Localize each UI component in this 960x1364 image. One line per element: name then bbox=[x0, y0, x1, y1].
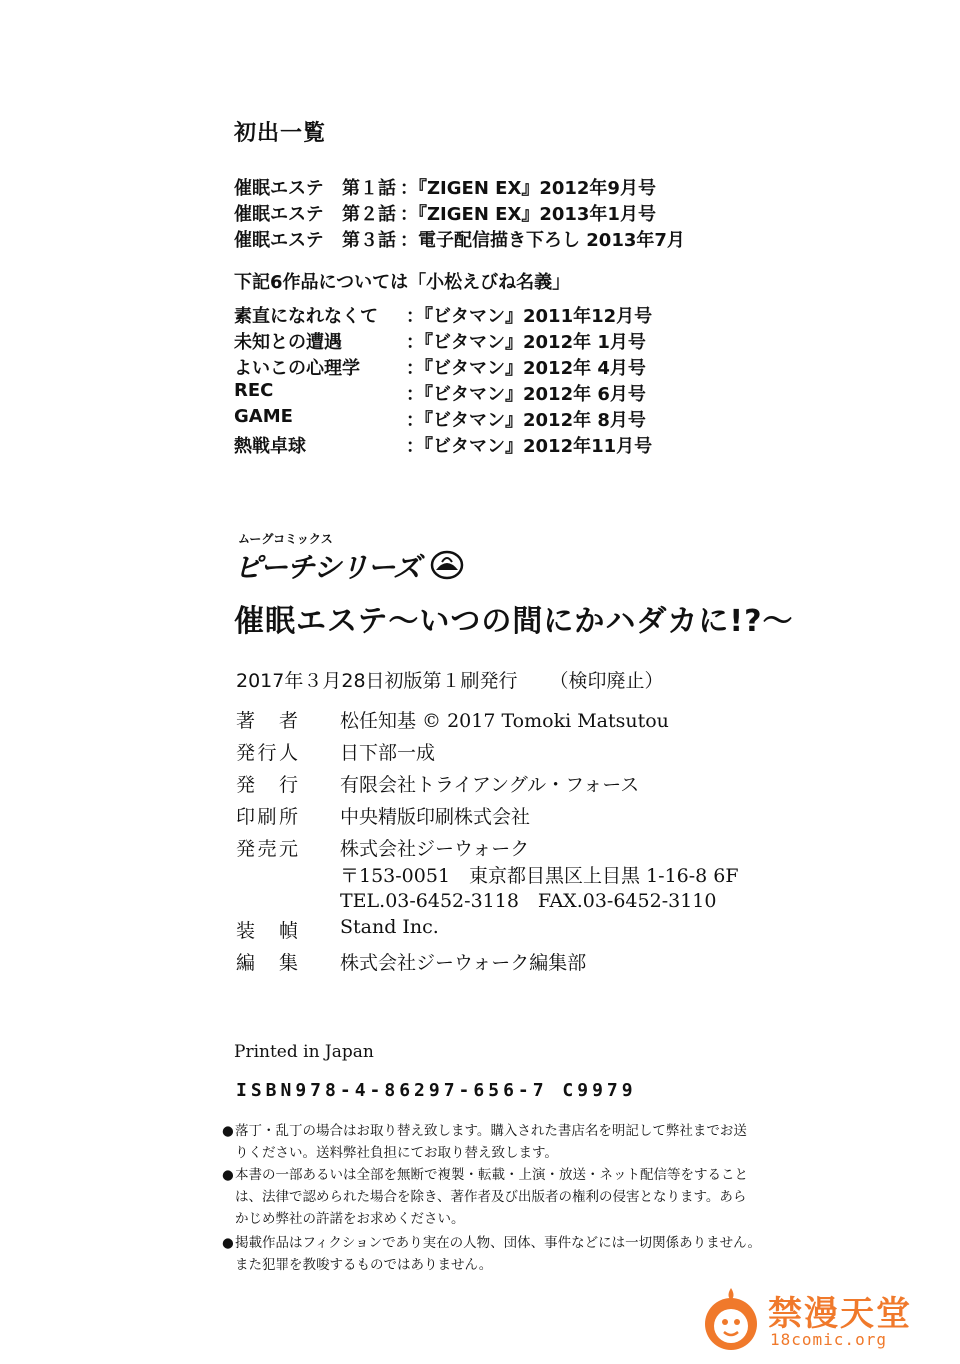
credit-key: 印刷所 bbox=[236, 806, 298, 828]
notice-line: は、法律で認められた場合を除き、著作者及び出版者の権利の侵害となります。あら bbox=[235, 1189, 747, 1205]
seal-abolished-note: （検印廃止） bbox=[549, 670, 664, 692]
notice-line: りください。送料弊社負担にてお取り替え致します。 bbox=[235, 1145, 558, 1161]
work-source: ：『ビタマン』2011年12月号 bbox=[406, 306, 653, 327]
notice-bullet: ● bbox=[222, 1123, 234, 1139]
work-row bbox=[234, 432, 734, 456]
credit-value: 松任知基 © 2017 Tomoki Matsutou bbox=[340, 710, 669, 732]
work-title: 未知との遭遇 bbox=[234, 332, 342, 353]
work-row bbox=[234, 380, 734, 404]
credit-key: 発行 bbox=[236, 774, 298, 796]
notice-line: 掲載作品はフィクションであり実在の人物、団体、事件などには一切関係ありません。 bbox=[235, 1235, 761, 1251]
episode-chapter: 第３話 bbox=[342, 230, 396, 251]
credit-row bbox=[236, 861, 756, 887]
credit-row bbox=[236, 706, 756, 732]
episode-work: 催眠エステ bbox=[234, 204, 324, 225]
work-source: ：『ビタマン』2012年11月号 bbox=[406, 436, 653, 457]
series-name: ピーチシリーズ bbox=[234, 551, 420, 584]
work-source: ：『ビタマン』2012年 1月号 bbox=[406, 332, 646, 353]
issue-line bbox=[236, 666, 664, 693]
notice-line: また犯罪を教唆するものではありません。 bbox=[235, 1257, 493, 1273]
work-title: GAME bbox=[234, 406, 293, 427]
notice-bullet: ● bbox=[222, 1235, 234, 1251]
credit-row bbox=[236, 738, 756, 764]
watermark-url: 18comic.org bbox=[770, 1330, 887, 1349]
episode-work: 催眠エステ bbox=[234, 178, 324, 199]
notice-line: かじめ弊社の許諾をお求めください。 bbox=[235, 1211, 465, 1227]
credit-row bbox=[236, 802, 756, 828]
issue-date: 2017年３月28日初版第１刷発行 bbox=[236, 670, 518, 692]
episode-chapter: 第１話 bbox=[342, 178, 396, 199]
episode-source: ：『ZIGEN EX』2012年9月号 bbox=[400, 178, 656, 199]
credit-key: 発売元 bbox=[236, 838, 298, 860]
notice-line: 本書の一部あるいは全部を無断で複製・転載・上演・放送・ネット配信等をすること bbox=[235, 1167, 748, 1183]
episode-work: 催眠エステ bbox=[234, 230, 324, 251]
credit-key: 編集 bbox=[236, 952, 298, 974]
credit-value: 株式会社ジーウォーク bbox=[340, 838, 530, 860]
credit-row bbox=[236, 916, 756, 942]
work-row bbox=[234, 328, 734, 352]
credit-key: 装幀 bbox=[236, 920, 298, 942]
notice-item bbox=[222, 1164, 782, 1230]
episode-row bbox=[234, 200, 734, 224]
work-title: 熱戦卓球 bbox=[234, 436, 306, 457]
episode-row bbox=[234, 226, 734, 250]
credit-row bbox=[236, 770, 756, 796]
credit-row bbox=[236, 948, 756, 974]
work-source: ：『ビタマン』2012年 6月号 bbox=[406, 384, 646, 405]
isbn: ISBN978-4-86297-656-7 C9979 bbox=[236, 1080, 637, 1101]
work-title: よいこの心理学 bbox=[234, 358, 360, 379]
mascot-logo-icon bbox=[698, 1284, 764, 1356]
work-row bbox=[234, 302, 734, 326]
site-watermark bbox=[698, 1282, 938, 1362]
watermark-title: 禁漫天堂 bbox=[768, 1294, 912, 1334]
book-title: 催眠エステ〜いつの間にかハダカに!?〜 bbox=[234, 604, 794, 639]
printed-in-japan: Printed in Japan bbox=[234, 1042, 374, 1062]
credit-value: 株式会社ジーウォーク編集部 bbox=[340, 952, 587, 974]
work-title: REC bbox=[234, 380, 274, 401]
pen-name-note: 下記6作品については「小松えびね名義」 bbox=[234, 272, 571, 293]
notice-item bbox=[222, 1120, 782, 1164]
credit-row bbox=[236, 834, 756, 860]
credit-value: Stand Inc. bbox=[340, 916, 439, 938]
series-line bbox=[234, 546, 494, 586]
first-appearance-title: 初出一覧 bbox=[234, 121, 327, 146]
notice-item bbox=[222, 1232, 782, 1276]
episode-source: ：『ZIGEN EX』2013年1月号 bbox=[400, 204, 656, 225]
episode-source: ：電子配信描き下ろし 2013年7月 bbox=[400, 230, 685, 251]
work-source: ：『ビタマン』2012年 8月号 bbox=[406, 410, 646, 431]
work-source: ：『ビタマン』2012年 4月号 bbox=[406, 358, 646, 379]
work-row bbox=[234, 406, 734, 430]
credit-row bbox=[236, 886, 756, 912]
credit-key: 著者 bbox=[236, 710, 298, 732]
peach-logo-icon bbox=[430, 550, 464, 580]
notice-bullet: ● bbox=[222, 1167, 234, 1183]
publisher-phone-fax: TEL.03-6452-3118 FAX.03-6452-3110 bbox=[340, 890, 717, 912]
work-title: 素直になれなくて bbox=[234, 306, 378, 327]
credit-value: 有限会社トライアングル・フォース bbox=[340, 774, 640, 796]
notice-line: 落丁・乱丁の場合はお取り替え致します。購入された書店名を明記して弊社までお送 bbox=[235, 1123, 747, 1139]
episode-chapter: 第２話 bbox=[342, 204, 396, 225]
work-row bbox=[234, 354, 734, 378]
credit-value: 日下部一成 bbox=[340, 742, 436, 764]
credit-value: 中央精版印刷株式会社 bbox=[340, 806, 531, 828]
imprint-label: ムーグコミックス bbox=[238, 532, 333, 546]
publisher-address: 〒153-0051 東京都目黒区上目黒 1-16-8 6F bbox=[340, 865, 739, 887]
credit-key: 発行人 bbox=[236, 742, 298, 764]
episode-row bbox=[234, 174, 734, 198]
